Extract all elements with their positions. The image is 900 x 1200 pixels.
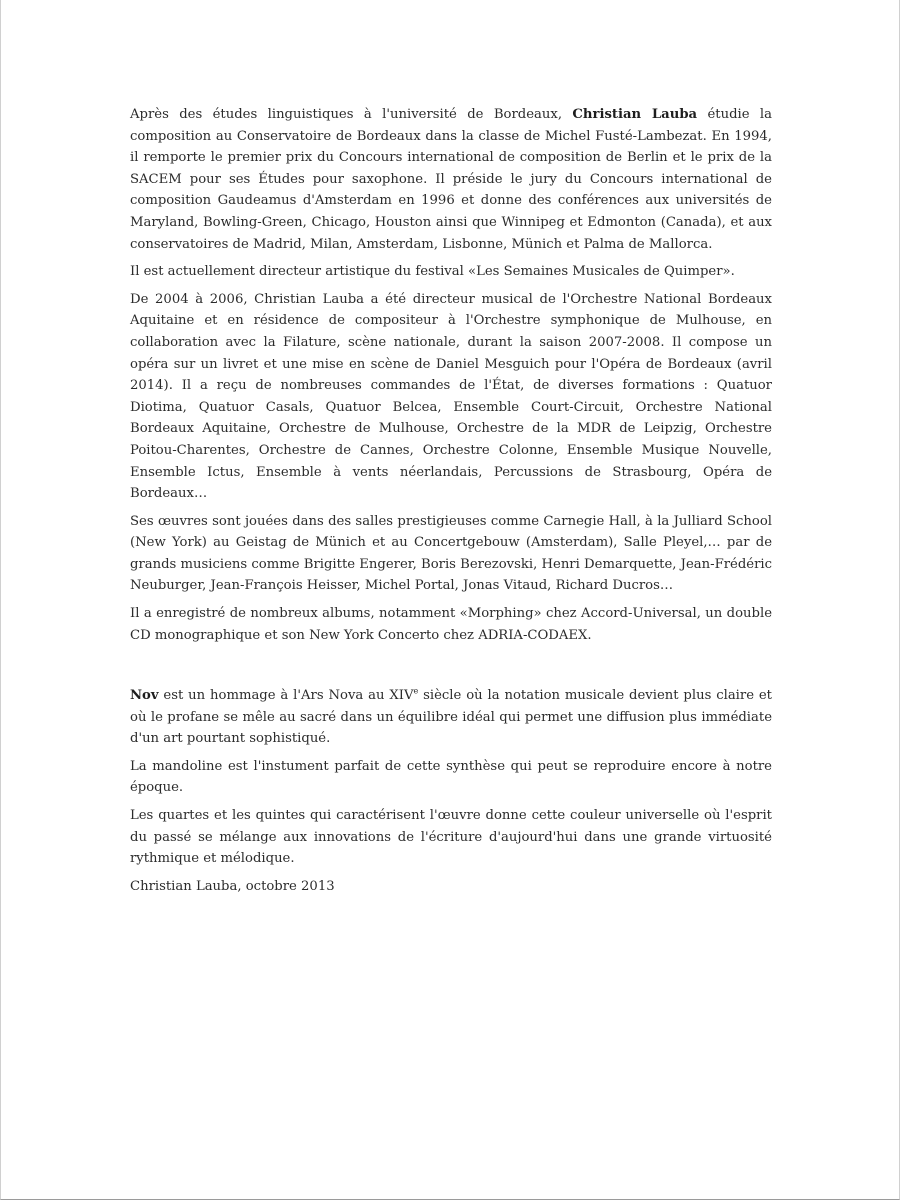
composer-name: Christian Lauba [572,107,698,122]
program-note-rest-text: siècle où la notation musicale devient plus claire et où le profane se mêle au sacré dans un équilibre idéal qui permet une diffusion plus immédiate d'un art pourtant sophistiqué. [130,688,772,747]
biography-paragraph-3: De 2004 à 2006, Christian Lauba a été directeur musical de l'Orchestre National Bordeaux Aquitaine et en résidence de compositeur à l'Orchestre symphonique de Mulhouse, en collaboration avec la Filature, scène nationale, durant la saison 2007-2008. Il compose un opéra sur un livret et une mise en scène de Daniel Mesguich pour l'Opéra de Bordeaux (avril 2014). Il a reçu de nombreuses commandes de l'État, de diverses formations : Quatuor Diotima, Quatuor Casals, Quatuor Belcea, Ensemble Court-Circuit, Orchestre National Bordeaux Aquitaine, Orchestre de Mulhouse, Orchestre de la MDR de Leipzig, Orchestre Poitou-Charentes, Orchestre de Cannes, Orchestre Colonne, Ensemble Musique Nouvelle, Ensemble Ictus, Ensemble à vents néerlandais, Percussions de Strasbourg, Opéra de Bordeaux… [130,291,772,502]
century-superscript: e [413,686,419,696]
biography-section [130,104,772,652]
program-note-paragraph-1 [130,685,772,750]
program-note-paragraph-3: Les quartes et les quintes qui caractérisent l'œuvre donne cette couleur universelle où l'esprit du passé se mélange aux innovations de l'écriture d'aujourd'hui dans une grande virtuosité rythmique et mélodique. [130,807,772,867]
biography-paragraph-4: Ses œuvres sont jouées dans des salles prestigieuses comme Carnegie Hall, à la Julliard School (New York) au Geistag de Münich et au Concertgebouw (Amsterdam), Salle Pleyel,… par de grands musiciens comme Brigitte Engerer, Boris Berezovski, Henri Demarquette, Jean-Frédéric Neuburger, Jean-François Heisser, Michel Portal, Jonas Vitaud, Richard Ducros… [130,513,772,594]
biography-rest-text: étudie la composition au Conservatoire de Bordeaux dans la classe de Michel Fusté-Lambezat. En 1994, il remporte le premier prix du Concours international de composition de Berlin et le prix de la SACEM pour ses Études pour saxophone. Il préside le jury du Concours international de composition Gaudeamus d'Amsterdam en 1996 et donne des conférences aux universités de Maryland, Bowling-Green, Chicago, Houston ainsi que Winnipeg et Edmonton (Canada), et aux conservatoires de Madrid, Milan, Amsterdam, Lisbonne, Münich et Palma de Mallorca. [130,107,773,252]
biography-paragraph-5: Il a enregistré de nombreux albums, notamment «Morphing» chez Accord-Universal, un double CD monographique et son New York Concerto chez ADRIA-CODAEX. [130,606,772,643]
signature: Christian Lauba, octobre 2013 [130,878,335,894]
program-note-paragraph-2: La mandoline est l'instument parfait de cette synthèse qui peut se reproduire encore à notre époque. [130,758,772,796]
biography-paragraph-1 [130,104,772,255]
biography-lead-text: Après des études linguistiques à l'université de Bordeaux, [130,107,573,122]
program-note-lead-text: est un hommage à l'Ars Nova au XIV [158,688,414,703]
program-note-section [130,685,772,903]
biography-paragraph-2: Il est actuellement directeur artistique du festival «Les Semaines Musicales de Quimper». [130,264,735,280]
work-title: Nov [130,688,159,703]
